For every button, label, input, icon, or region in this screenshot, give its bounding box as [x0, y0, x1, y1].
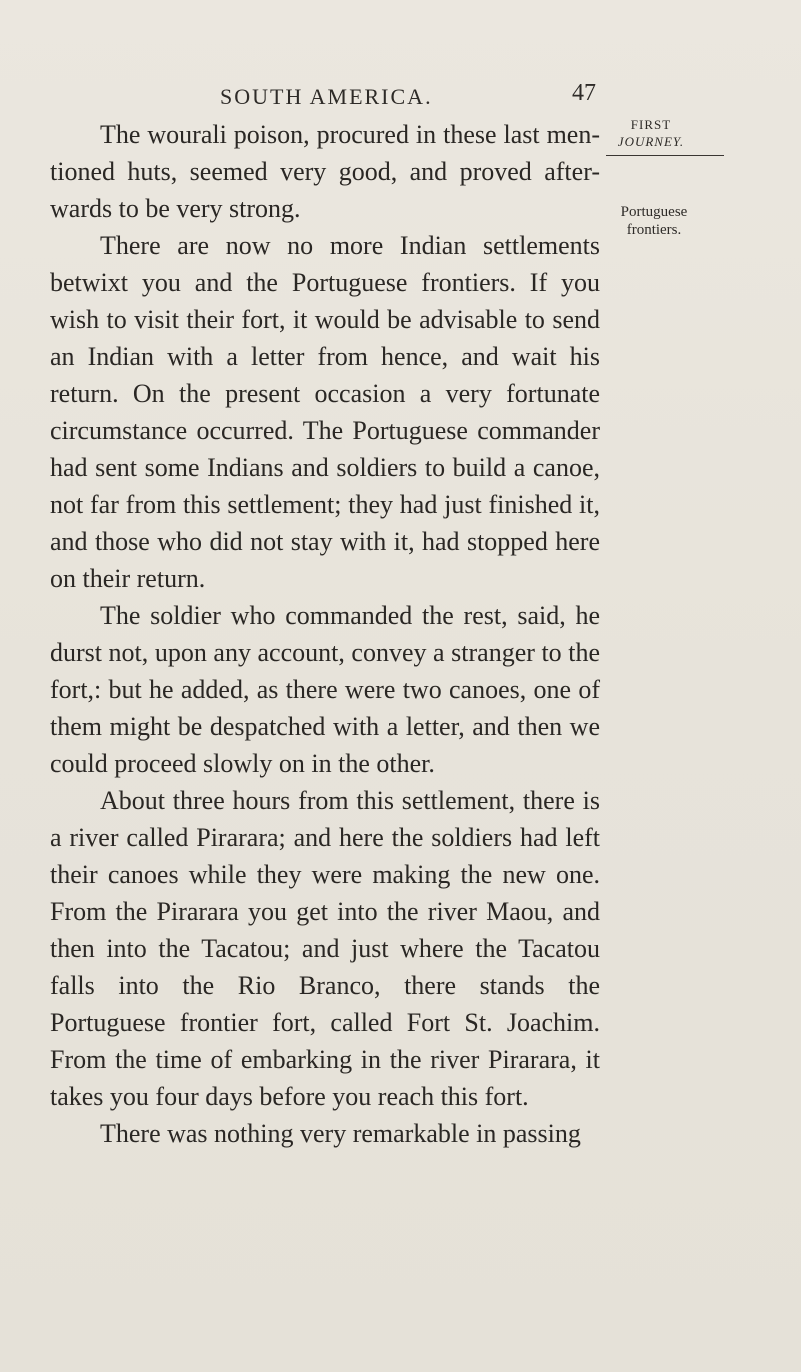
paragraph-indian-settlements: There are now no more Indian settlements betwixt you and the Portuguese frontiers. If you wish to visit their fort, it would be advisable to send an Indian with a letter from hence, and wait his return. On the present occasion a very fortunate circumstance occurred. The Portuguese commander had sent some Indians and soldiers to build a canoe, not far from this settlement; they had just finished it, and those who did not stay with it, had stopped here on their return.	[50, 231, 600, 593]
paragraph-pirarara: About three hours from this settlement, there is a river called Pirarara; and here the soldiers had left their canoes while they were making the new one. From the Pirarara you get into the river Maou, and then into the Tacatou; and just where the Tacatou falls into the Rio Branco, there stands the Portuguese frontier fort, called Fort St. Joachim. From the time of embarking in the river Pirarara, it takes you four days before you reach this fort.	[50, 786, 600, 1111]
marginal-note-frontiers: Portuguese frontiers.	[620, 204, 688, 238]
marginal-rule	[606, 155, 724, 156]
marginal-note-journey	[608, 116, 694, 150]
paragraph-wourali-poison: The wourali poison, procured in these last men-tioned huts, seemed very good, and proved after-wards to be very strong.	[50, 120, 600, 223]
running-head: SOUTH AMERICA.	[220, 84, 433, 109]
page-number: 47	[572, 80, 596, 106]
marginal-note-journey-line2: JOURNEY.	[617, 134, 685, 149]
paragraph-soldier: The soldier who commanded the rest, said, he durst not, upon any account, convey a stranger to the fort,: but he added, as there were two canoes, one of them might be despatched with a letter, and then we could proceed slowly on in the other.	[50, 601, 600, 778]
marginal-note-journey-line1: FIRST	[630, 117, 672, 132]
body-text	[50, 116, 600, 1152]
paragraph-nothing-remarkable: There was nothing very remarkable in passing	[100, 1119, 581, 1148]
